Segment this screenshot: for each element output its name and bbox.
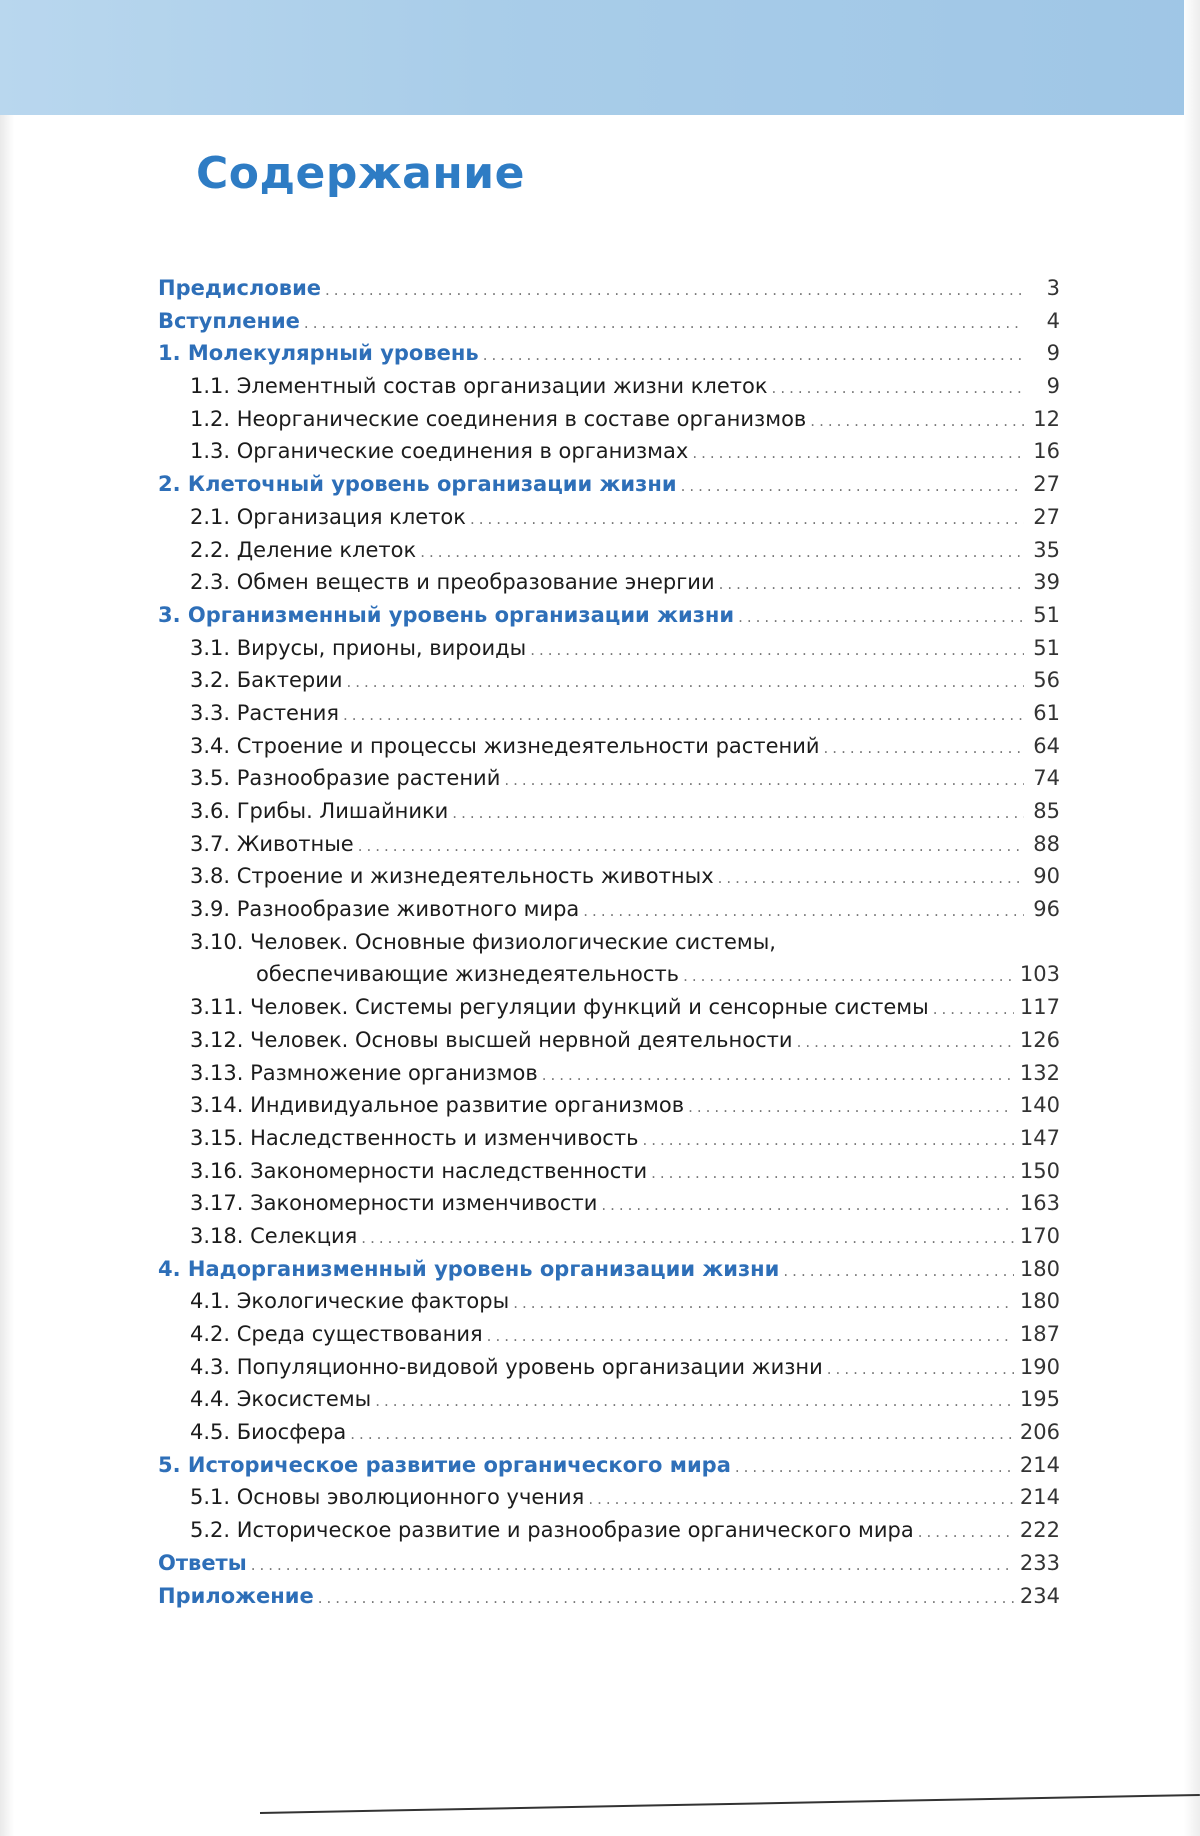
toc-entry-page: 117 — [1019, 995, 1060, 1020]
dot-leader — [642, 1124, 1013, 1157]
toc-entry-page: 74 — [1033, 766, 1060, 791]
toc-chapter-5[interactable] — [158, 1449, 1060, 1482]
toc-section-3-16[interactable] — [158, 1155, 1060, 1188]
toc-entry-page: 233 — [1019, 1550, 1060, 1575]
toc-section-4-2[interactable] — [158, 1318, 1060, 1351]
dot-leader — [318, 1582, 1014, 1615]
toc-section-3-4[interactable] — [158, 730, 1060, 763]
toc-entry-introduction[interactable] — [158, 305, 1060, 338]
toc-entry-page: 4 — [1046, 308, 1060, 333]
dot-leader — [735, 1451, 1014, 1484]
toc-entry-answers[interactable] — [158, 1547, 1060, 1580]
toc-section-3-18[interactable] — [158, 1220, 1060, 1253]
toc-entry-page: 214 — [1019, 1452, 1060, 1477]
dot-leader — [683, 960, 1014, 993]
toc-entry-title: 1. Молекулярный уровень — [158, 341, 479, 366]
toc-entry-title: 3.2. Бактерии — [190, 668, 343, 693]
toc-entry-page: 64 — [1033, 733, 1060, 758]
dot-leader — [797, 1026, 1014, 1059]
toc-entry-title: 3.6. Грибы. Лишайники — [190, 799, 449, 823]
dot-leader — [738, 601, 1024, 634]
toc-entry-page: 56 — [1033, 668, 1060, 693]
toc-entry-title: 4.1. Экологические факторы — [190, 1289, 510, 1314]
toc-entry-page: 206 — [1019, 1420, 1060, 1445]
toc-section-3-3[interactable] — [158, 697, 1060, 730]
toc-section-1-2[interactable] — [158, 403, 1060, 436]
toc-section-3-9[interactable] — [158, 893, 1060, 926]
toc-section-1-1[interactable] — [158, 370, 1060, 403]
toc-entry-title: 2.2. Деление клеток — [190, 537, 417, 562]
toc-entry-appendix[interactable] — [158, 1580, 1060, 1613]
toc-entry-page: 126 — [1019, 1027, 1060, 1052]
toc-entry-page: 51 — [1033, 635, 1060, 660]
table-of-contents — [158, 272, 1060, 1612]
toc-entry-title: 3.3. Растения — [190, 700, 339, 725]
toc-entry-title: 5.2. Историческое развитие и разнообразие органического мира — [190, 1518, 914, 1543]
dot-leader — [719, 568, 1024, 601]
toc-entry-title: Предисловие — [158, 276, 322, 300]
toc-entry-title: 5. Историческое развитие органического мира — [158, 1452, 731, 1477]
toc-entry-page: 140 — [1019, 1093, 1060, 1118]
toc-entry-page: 163 — [1019, 1191, 1060, 1216]
toc-entry-page: 9 — [1046, 374, 1060, 399]
toc-chapter-2[interactable] — [158, 468, 1060, 501]
toc-section-3-6[interactable] — [158, 795, 1060, 828]
toc-entry-page: 85 — [1033, 799, 1060, 823]
dot-leader — [530, 634, 1024, 667]
toc-entry-title: 3.17. Закономерности изменчивости — [190, 1191, 598, 1216]
toc-chapter-3[interactable] — [158, 599, 1060, 632]
dot-leader — [651, 1157, 1014, 1190]
page-title: Содержание — [196, 148, 525, 199]
dot-leader — [692, 437, 1024, 470]
toc-entry-page: 147 — [1019, 1125, 1060, 1150]
toc-entry-title: 3.18. Селекция — [190, 1223, 358, 1248]
toc-entry-page: 187 — [1019, 1322, 1060, 1346]
dot-leader — [810, 405, 1024, 438]
toc-entry-page: 88 — [1033, 831, 1060, 856]
toc-entry-page: 195 — [1019, 1387, 1060, 1412]
dot-leader — [827, 1353, 1014, 1386]
toc-entry-title: 3.5. Разнообразие растений — [190, 766, 501, 791]
toc-section-4-3[interactable] — [158, 1351, 1060, 1384]
toc-entry-page: 27 — [1033, 472, 1060, 497]
dot-leader — [452, 797, 1024, 830]
toc-entry-page: 27 — [1033, 504, 1060, 529]
toc-section-3-14[interactable] — [158, 1089, 1060, 1122]
toc-section-3-17[interactable] — [158, 1187, 1060, 1220]
toc-entry-page: 96 — [1033, 897, 1060, 922]
toc-section-3-5[interactable] — [158, 762, 1060, 795]
dot-leader — [588, 1483, 1014, 1516]
dot-leader — [601, 1189, 1014, 1222]
toc-entry-page: 51 — [1033, 602, 1060, 627]
toc-entry-title: 3.16. Закономерности наследственности — [190, 1158, 648, 1183]
dot-leader — [824, 732, 1024, 765]
dot-leader — [918, 1516, 1014, 1549]
toc-entry-page: 222 — [1019, 1518, 1060, 1543]
page-right-shadow — [1184, 0, 1200, 1836]
bottom-rule-line — [260, 1794, 1200, 1814]
dot-leader — [470, 503, 1024, 536]
toc-entry-title: 3.11. Человек. Системы регуляции функций и сенсорные системы — [190, 995, 929, 1020]
dot-leader — [347, 666, 1025, 699]
dot-leader — [933, 993, 1014, 1026]
dot-leader — [483, 339, 1024, 372]
toc-section-5-1[interactable] — [158, 1481, 1060, 1514]
toc-entry-page: 170 — [1019, 1223, 1060, 1248]
toc-entry-title: 3.14. Индивидуальное развитие организмов — [190, 1093, 685, 1118]
dot-leader — [772, 372, 1024, 405]
toc-entry-page: 234 — [1019, 1583, 1060, 1608]
toc-entry-title: 1.2. Неорганические соединения в составе организмов — [190, 406, 807, 431]
toc-section-2-2[interactable] — [158, 534, 1060, 567]
dot-leader — [420, 536, 1024, 569]
toc-entry-page: 90 — [1033, 864, 1060, 889]
dot-leader — [542, 1059, 1014, 1092]
toc-entry-title: 3.15. Наследственность и изменчивость — [190, 1125, 639, 1150]
dot-leader — [325, 274, 1024, 307]
toc-entry-page: 35 — [1033, 537, 1060, 562]
dot-leader — [688, 1091, 1014, 1124]
toc-entry-title: Вступление — [158, 308, 300, 333]
toc-entry-title: 3.8. Строение и жизнедеятельность животных — [190, 864, 714, 889]
dot-leader — [343, 699, 1024, 732]
toc-entry-title: 2.1. Организация клеток — [190, 504, 466, 529]
dot-leader — [583, 895, 1024, 928]
toc-entry-page: 3 — [1046, 276, 1060, 300]
toc-section-3-1[interactable] — [158, 632, 1060, 665]
toc-entry-title: 4. Надорганизменный уровень организации жизни — [158, 1256, 780, 1281]
toc-section-3-10[interactable] — [158, 926, 1060, 959]
dot-leader — [375, 1385, 1014, 1418]
dot-leader — [358, 830, 1024, 863]
toc-section-5-2[interactable] — [158, 1514, 1060, 1547]
dot-leader — [251, 1549, 1014, 1582]
toc-entry-page: 150 — [1019, 1158, 1060, 1183]
dot-leader — [304, 307, 1024, 340]
toc-entry-title: Приложение — [158, 1583, 314, 1608]
toc-entry-page: 132 — [1019, 1060, 1060, 1085]
toc-entry-title: 3.7. Животные — [190, 831, 354, 856]
toc-entry-title: 3.13. Размножение организмов — [190, 1060, 538, 1085]
toc-entry-page: 61 — [1033, 700, 1060, 725]
toc-section-3-2[interactable] — [158, 664, 1060, 697]
toc-entry-page: 180 — [1019, 1289, 1060, 1314]
toc-entry-title: 4.3. Популяционно-видовой уровень организации жизни — [190, 1354, 823, 1379]
toc-entry-title: 1.1. Элементный состав организации жизни клеток — [190, 374, 768, 399]
toc-entry-page: 103 — [1019, 962, 1060, 987]
dot-leader — [487, 1320, 1014, 1353]
toc-entry-page: 180 — [1019, 1256, 1060, 1281]
toc-entry-title: 3. Организменный уровень организации жизни — [158, 602, 735, 627]
toc-entry-page: 39 — [1033, 570, 1060, 595]
toc-section-3-13[interactable] — [158, 1057, 1060, 1090]
toc-section-4-5[interactable] — [158, 1416, 1060, 1449]
dot-leader — [504, 764, 1024, 797]
toc-section-1-3[interactable] — [158, 435, 1060, 468]
toc-entry-page: 9 — [1046, 341, 1060, 366]
toc-section-2-3[interactable] — [158, 566, 1060, 599]
toc-section-3-8[interactable] — [158, 860, 1060, 893]
toc-section-4-4[interactable] — [158, 1383, 1060, 1416]
toc-section-3-10-continuation[interactable] — [158, 958, 1060, 991]
toc-entry-title: 2. Клеточный уровень организации жизни — [158, 472, 677, 497]
toc-section-3-15[interactable] — [158, 1122, 1060, 1155]
dot-leader — [783, 1255, 1014, 1288]
toc-entry-title: Ответы — [158, 1550, 247, 1575]
dot-leader — [681, 470, 1024, 503]
toc-entry-title: 3.1. Вирусы, прионы, вироиды — [190, 635, 527, 660]
toc-entry-title: 3.9. Разнообразие животного мира — [190, 897, 580, 922]
toc-entry-preface[interactable] — [158, 272, 1060, 305]
toc-entry-title: 1.3. Органические соединения в организмах — [190, 439, 689, 464]
toc-entry-title: 3.10. Человек. Основные физиологические системы, — [190, 929, 776, 954]
toc-entry-page: 214 — [1019, 1485, 1060, 1510]
toc-entry-title: 3.4. Строение и процессы жизнедеятельности растений — [190, 733, 820, 758]
toc-entry-title: 3.12. Человек. Основы высшей нервной деятельности — [190, 1027, 793, 1052]
dot-leader — [350, 1418, 1014, 1451]
header-color-band — [0, 0, 1200, 115]
toc-entry-title: 4.5. Биосфера — [190, 1420, 347, 1445]
dot-leader — [361, 1222, 1014, 1255]
toc-entry-page: 12 — [1033, 406, 1060, 431]
page-left-shadow — [0, 115, 14, 1836]
toc-entry-title: 4.4. Экосистемы — [190, 1387, 372, 1412]
dot-leader — [718, 862, 1024, 895]
toc-section-2-1[interactable] — [158, 501, 1060, 534]
toc-section-3-12[interactable] — [158, 1024, 1060, 1057]
toc-chapter-4[interactable] — [158, 1253, 1060, 1286]
toc-section-3-11[interactable] — [158, 991, 1060, 1024]
toc-entry-page: 190 — [1019, 1354, 1060, 1379]
toc-chapter-1[interactable] — [158, 337, 1060, 370]
toc-section-4-1[interactable] — [158, 1285, 1060, 1318]
toc-entry-title: 4.2. Среда существования — [190, 1322, 483, 1346]
toc-entry-title: обеспечивающие жизнедеятельность — [256, 962, 680, 987]
toc-entry-page: 16 — [1033, 439, 1060, 464]
toc-entry-title: 5.1. Основы эволюционного учения — [190, 1485, 585, 1510]
toc-entry-title: 2.3. Обмен веществ и преобразование энергии — [190, 570, 715, 595]
toc-section-3-7[interactable] — [158, 828, 1060, 861]
dot-leader — [513, 1287, 1014, 1320]
